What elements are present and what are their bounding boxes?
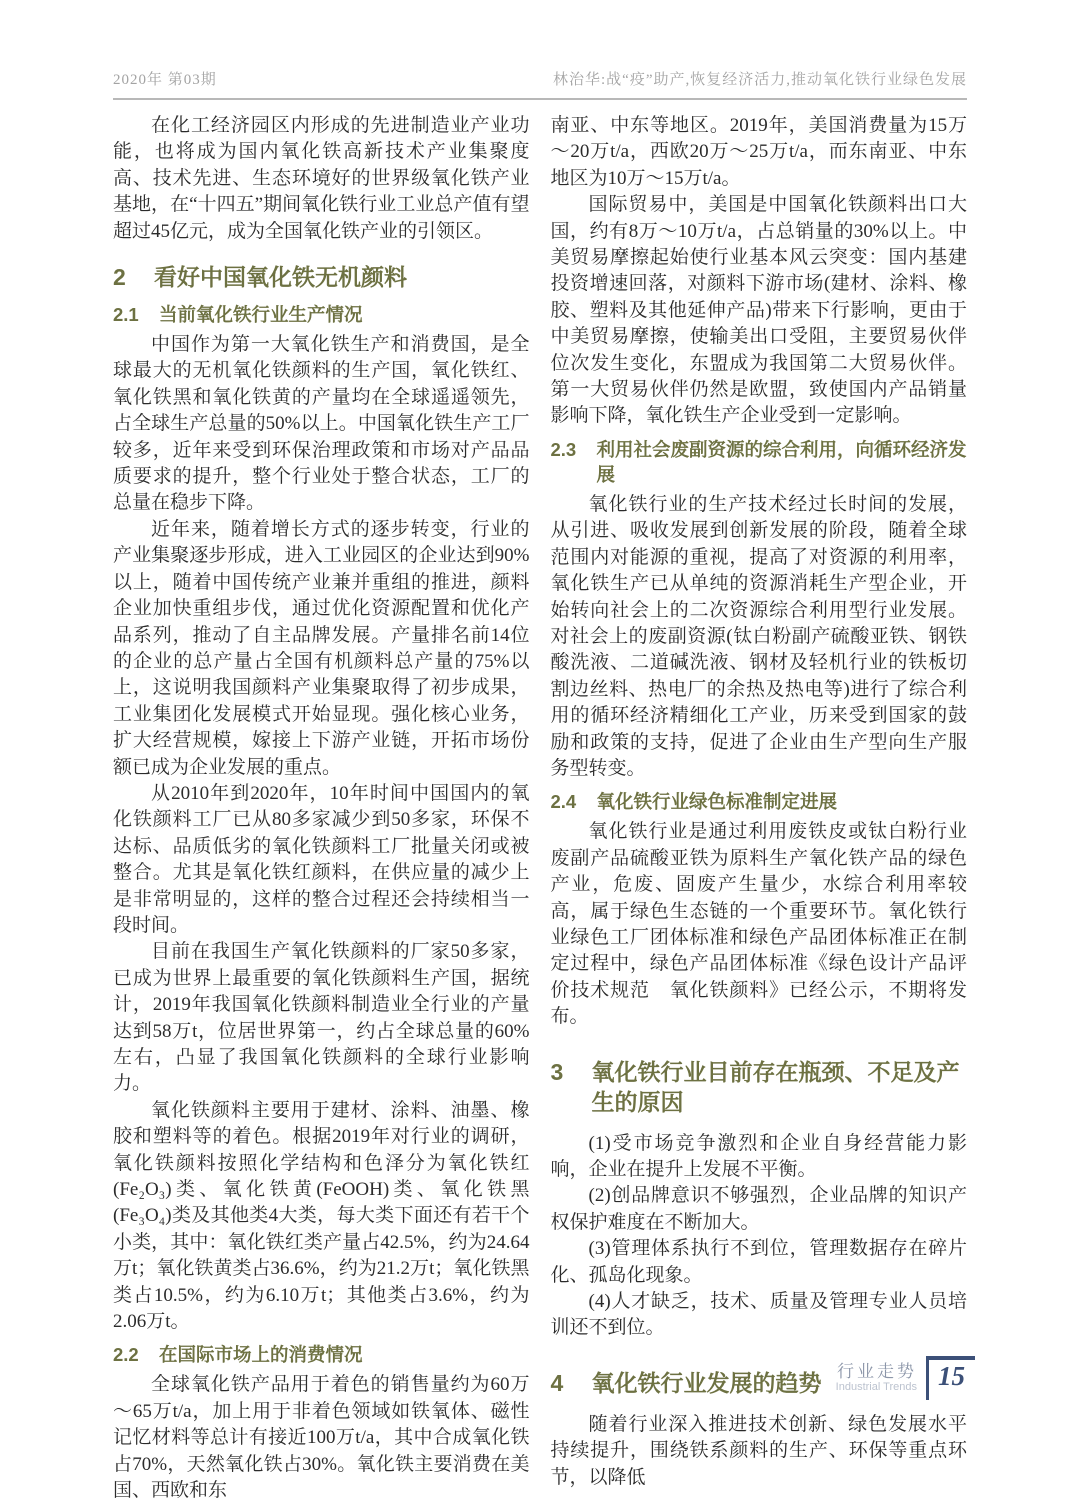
header-rule — [113, 98, 967, 100]
paragraph: 目前在我国生产氧化铁颜料的厂家50多家，已成为世界上最重要的氧化铁颜料生产国，据统计，2019年我国氧化铁颜料制造业全行业的产量达到58万t，位居世界第一，约占全球总量的60%左右，凸显了我国氧化铁颜料的全球行业影响力。 — [113, 941, 530, 1095]
list-item: (1)受市场竞争激烈和企业自身经营能力影响，企业在提升上发展不平衡。 — [550, 1132, 967, 1180]
paragraph: 氧化铁行业的生产技术经过长时间的发展，从引进、吸收发展到创新发展的阶段，随着全球范围内对能源的重视，提高了对资源的利用率，氧化铁生产已从单纯的资源消耗生产型企业，开始转向社会上的二次资源综合利用型行业发展。对社会上的废副资源(钛白粉副产硫酸亚铁、钢铁酸洗液、二道碱洗液、钢材及轻机行业的铁板切割边丝料、热电厂的余热及热电等)进行了综合利用的循环经济精细化工产业，历来受到国家的鼓励和政策的支持，促进了企业由生产型向生产服务型转变。 — [550, 493, 967, 779]
paragraph: 全球氧化铁产品用于着色的销售量约为60万～65万t/a，加上用于非着色领域如铁氧体、磁性记忆材料等总计有接近100万t/a，其中合成氧化铁占70%，天然氧化铁占30%。氧化铁主要消费在美国、西欧和东 — [113, 1374, 530, 1502]
subsection-number: 2.1 — [113, 304, 139, 326]
subsection-title: 在国际市场上的消费情况 — [159, 1344, 363, 1366]
footer-section-labels — [836, 1362, 917, 1394]
subsection-title: 利用社会废副资源的综合利用，向循环经济发展 — [596, 438, 967, 485]
subsection-number: 2.2 — [113, 1344, 139, 1366]
subsection-title: 当前氧化铁行业生产情况 — [159, 304, 363, 326]
list-item: (2)创品牌意识不够强烈，企业品牌的知识产权保护难度在不断加大。 — [550, 1185, 967, 1233]
subsection-heading-2-2 — [113, 1342, 530, 1367]
paragraph: 氧化铁行业是通过利用废铁皮或钛白粉行业废副产品硫酸亚铁为原料生产氧化铁产品的绿色产业，危废、固废产生量少，水综合利用率较高，属于绿色生态链的一个重要环节。氧化铁行业绿色工厂团体标准和绿色产品团体标准正在制定过程中，绿色产品团体标准《绿色设计产品评价技术规范 氧化铁颜料》已经公示，不期将发布。 — [550, 821, 967, 1028]
footer-section-name-cn: 行业走势 — [837, 1362, 917, 1381]
paragraph: 随着行业深入推进技术创新、绿色发展水平持续提升，围绕铁系颜料的生产、环保等重点环节，以降低 — [550, 1413, 967, 1488]
paragraph: 近年来，随着增长方式的逐步转变，行业的产业集聚逐步形成，进入工业园区的企业达到90%以上，随着中国传统产业兼并重组的推进，颜料企业加快重组步伐，通过优化资源配置和优化产品系列，推动了自主品牌发展。产量排名前14位的企业的总产量占全国有机颜料总产量的75%以上，这说明我国颜料产业集聚取得了初步成果，工业集团化发展模式开始显现。强化核心业务，扩大经营规模，嫁接上下游产业链，开拓市场份额已成为企业发展的重点。 — [113, 518, 530, 778]
subsection-heading-2-1 — [113, 302, 530, 327]
section-number: 2 — [113, 264, 126, 291]
section-title: 氧化铁行业目前存在瓶颈、不足及产生的原因 — [591, 1058, 960, 1115]
section-heading-2 — [113, 262, 530, 292]
page-number-bracket — [926, 1356, 975, 1400]
subsection-heading-2-4 — [551, 789, 968, 814]
footer-section-name-en: Industrial Trends — [835, 1381, 917, 1393]
paragraph-continuation: 南亚、中东等地区。2019年，美国消费量为15万～20万t/a，西欧20万～25万t/a，而东南亚、中东地区为10万～15万t/a。 — [550, 115, 967, 189]
page-header — [113, 68, 967, 89]
list-item: (3)管理体系执行不到位，管理数据存在碎片化、孤岛化现象。 — [550, 1238, 967, 1286]
subsection-title: 氧化铁行业绿色标准制定进展 — [596, 791, 838, 813]
right-column — [551, 113, 968, 1505]
paragraph: 国际贸易中，美国是中国氧化铁颜料出口大国，约有8万～10万t/a，占总销量的30%以上。中美贸易摩擦起始使行业基本风云突变：国内基建投资增速回落，对颜料下游市场(建材、涂料、橡胶、塑料及其他延伸产品)带来下行影响，更由于中美贸易摩擦，使输美出口受阻，主要贸易伙伴位次发生变化，东盟成为我国第二大贸易伙伴。第一大贸易伙伴仍然是欧盟，致使国内产品销量影响下降，氧化铁生产企业受到一定影响。 — [550, 194, 967, 427]
page-footer — [836, 1356, 975, 1400]
running-title: 林治华:战“疫”助产,恢复经济活力,推动氧化铁行业绿色发展 — [553, 72, 967, 88]
list-item: (4)人才缺乏，技术、质量及管理专业人员培训还不到位。 — [550, 1291, 967, 1339]
left-column — [113, 113, 530, 1505]
section-heading-3 — [551, 1057, 968, 1117]
subsection-number: 2.4 — [550, 791, 577, 813]
subsection-number: 2.3 — [550, 438, 577, 460]
two-column-body — [113, 113, 967, 1505]
paragraph: 氧化铁颜料主要用于建材、涂料、油墨、橡胶和塑料等的着色。根据2019年对行业的调研，氧化铁颜料按照化学结构和色泽分为氧化铁红(Fe₂O₃)类、氧化铁黄(FeOOH)类、氧化铁黑(Fe₃O₄)类及其他类4大类，每大类下面还有若干个小类，其中：氧化铁红类产量占42.5%，约为24.64万t；氧化铁黄类占36.6%，约为21.2万t；氧化铁黑类占10.5%，约为6.10万t；其他类占3.6%，约为2.06万t。 — [113, 1099, 530, 1333]
issue-label: 2020年 第03期 — [113, 72, 217, 88]
section-number: 3 — [550, 1058, 564, 1085]
page-number: 15 — [938, 1361, 965, 1391]
section-title: 看好中国氧化铁无机颜料 — [154, 264, 407, 291]
paragraph: 中国作为第一大氧化铁生产和消费国，是全球最大的无机氧化铁颜料的生产国，氧化铁红、氧化铁黑和氧化铁黄的产量均在全球遥遥领先，占全球生产总量的50%以上。中国氧化铁生产工厂较多，近年来受到环保治理政策和市场对产品品质要求的提升，整个行业处于整合状态，工厂的总量在稳步下降。 — [113, 334, 530, 514]
paragraph: 从2010年到2020年，10年时间中国国内的氧化铁颜料工厂已从80多家减少到50多家，环保不达标、品质低劣的氧化铁颜料工厂批量关闭或被整合。尤其是氧化铁红颜料，在供应量的减少上是非常明显的，这样的整合过程还会持续相当一段时间。 — [113, 782, 530, 936]
paragraph: 在化工经济园区内形成的先进制造业产业功能，也将成为国内氧化铁高新技术产业集聚度高、技术先进、生态环境好的世界级氧化铁产业基地，在“十四五”期间氧化铁行业工业总产值有望超过45亿元，成为全国氧化铁产业的引领区。 — [113, 115, 530, 242]
section-number: 4 — [550, 1369, 564, 1396]
section-title: 氧化铁行业发展的趋势 — [591, 1369, 822, 1396]
subsection-heading-2-3 — [551, 437, 968, 487]
